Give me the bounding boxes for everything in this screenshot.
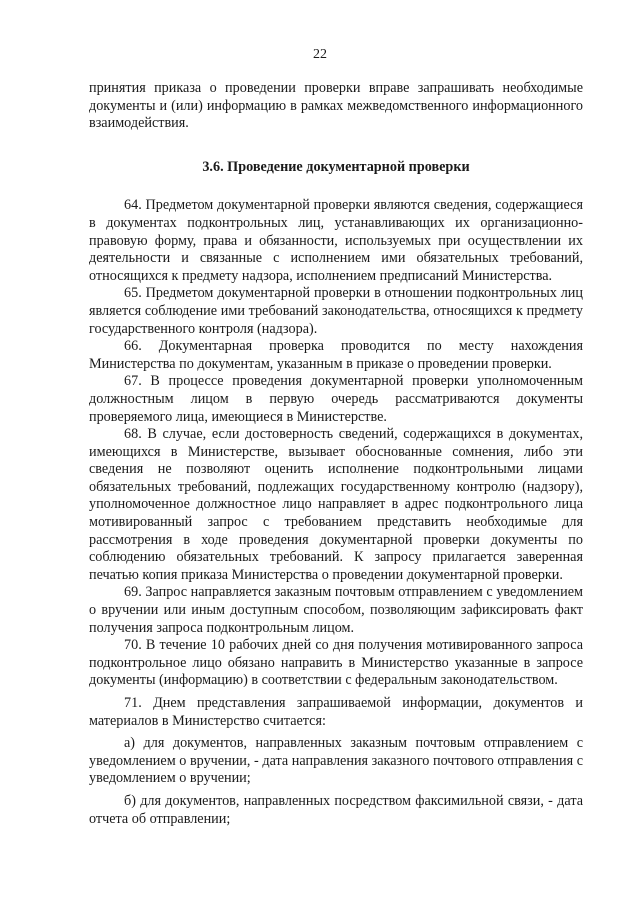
paragraph-71a: а) для документов, направленных заказным почтовым отправлением с уведомлением о вручении, - дата направления заказного почтового отправления с уведомлением о вручении; bbox=[89, 735, 583, 787]
section-heading: 3.6. Проведение документарной проверки bbox=[202, 158, 470, 175]
paragraph-intro: принятия приказа о проведении проверки вправе запрашивать необходимые документы и (или) информацию в рамках межведомственного информационного взаимодействия. bbox=[89, 80, 583, 132]
paragraph-65: 65. Предметом документарной проверки в отношении подконтрольных лиц является соблюдение ими требований законодательства, относящихся к предмету государственного контроля (надзора). bbox=[89, 285, 583, 337]
paragraph-70: 70. В течение 10 рабочих дней со дня получения мотивированного запроса подконтрольное лицо обязано направить в Министерство указанные в запросе документы (информацию) в соответствии с федеральным законодательством. bbox=[89, 637, 583, 689]
paragraph-67: 67. В процессе проведения документарной проверки уполномоченным должностным лицом в первую очередь рассматриваются документы проверяемого лица, имеющиеся в Министерстве. bbox=[89, 373, 583, 425]
paragraph-71: 71. Днем представления запрашиваемой информации, документов и материалов в Министерство считается: bbox=[89, 695, 583, 729]
paragraph-66: 66. Документарная проверка проводится по месту нахождения Министерства по документам, указанным в приказе о проведении проверки. bbox=[89, 338, 583, 372]
paragraph-69: 69. Запрос направляется заказным почтовым отправлением с уведомлением о вручении или иным доступным способом, позволяющим зафиксировать факт получения запроса подконтрольным лицом. bbox=[89, 584, 583, 636]
paragraph-71b: б) для документов, направленных посредством факсимильной связи, - дата отчета об отправлении; bbox=[89, 792, 583, 827]
paragraph-64: 64. Предметом документарной проверки являются сведения, содержащиеся в документах подконтрольных лиц, устанавливающих их организационно-правовую форму, права и обязанности, используемых при осуществлении их деятельности и связанные с исполнением ими обязательных требований, относящихся к предмету надзора, исполнением предписаний Министерства. bbox=[89, 197, 583, 284]
document-body bbox=[89, 80, 583, 828]
paragraph-68: 68. В случае, если достоверность сведений, содержащихся в документах, имеющихся в Министерстве, вызывает обоснованные сомнения, либо эти сведения не позволяют оценить исполнение подконтрольными лицами обязательных требований, подлежащих государственному контролю (надзору), уполномоченное должностное лицо направляет в адрес подконтрольного лица мотивированный запрос с требованием представить необходимые для рассмотрения в ходе проведения документарной проверки документы по соблюдению обязательных требований. К запросу прилагается заверенная печатью копия приказа Министерства о проведении документарной проверки. bbox=[89, 426, 583, 583]
page-number: 22 bbox=[313, 47, 327, 62]
